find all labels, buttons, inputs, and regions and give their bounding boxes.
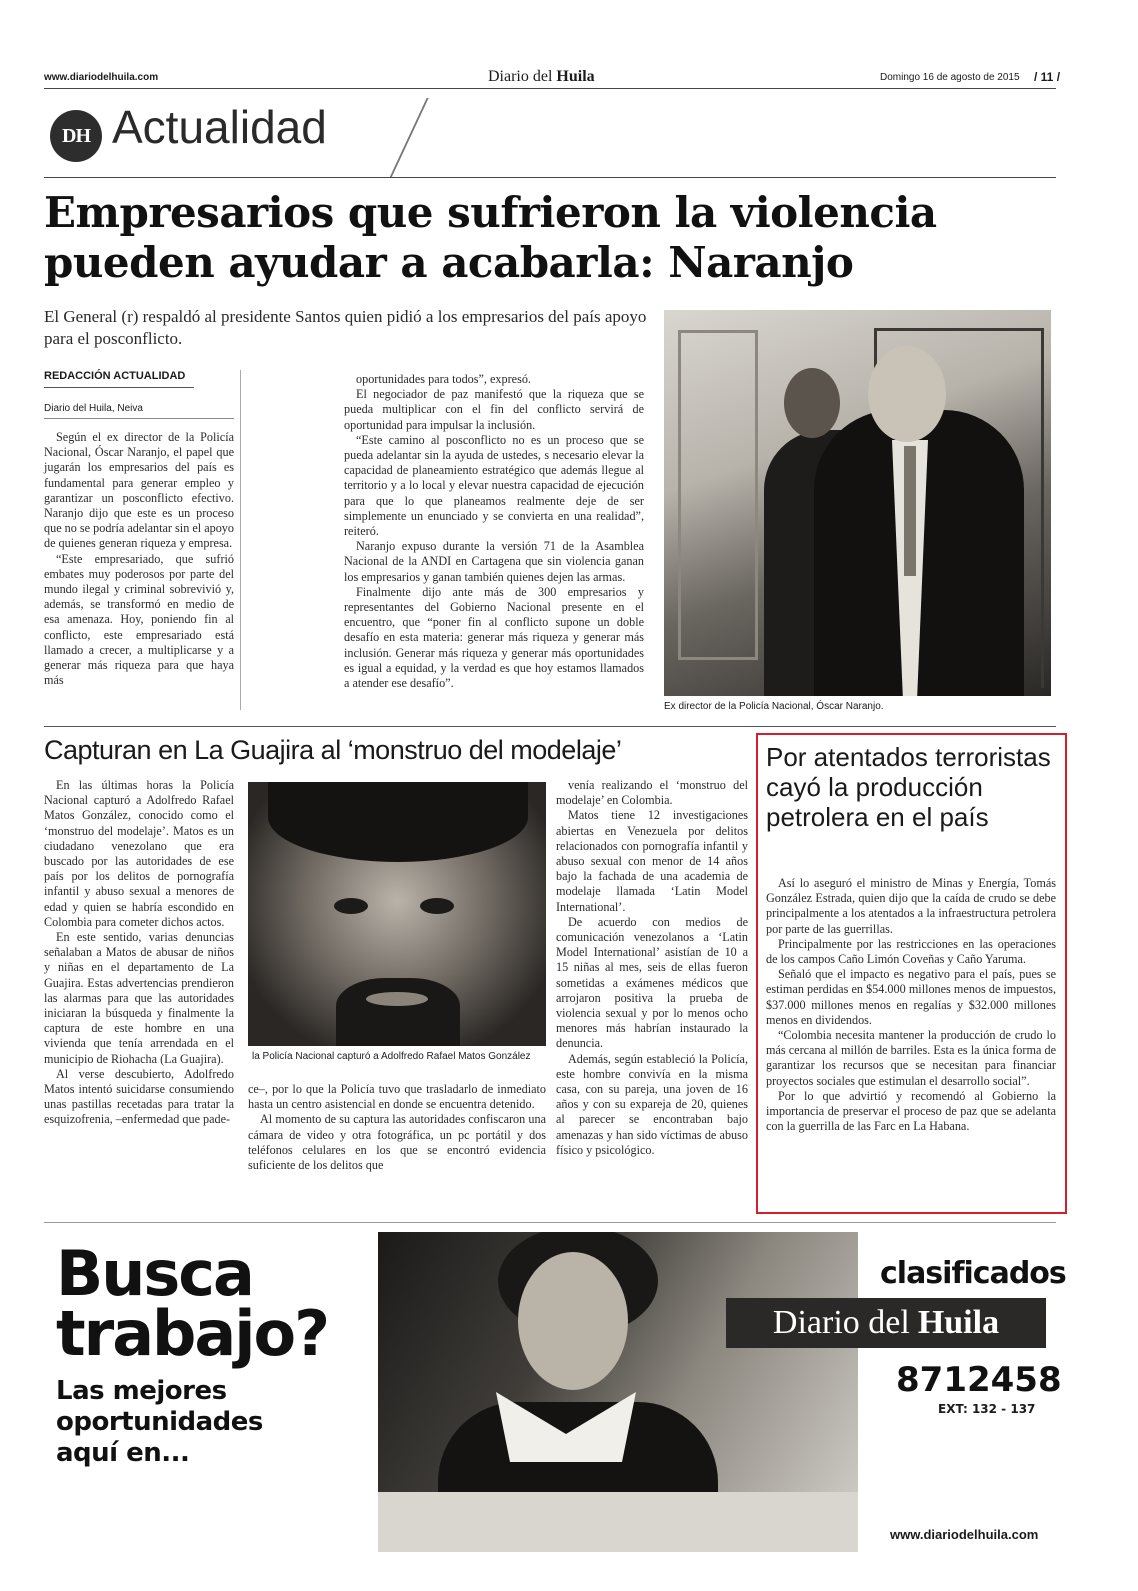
paragraph: Además, según estableció la Policía, este hombre convivía en la misma casa, con su pareja, una joven de 16 años y con su expareja de 20, quienes al parecer se encontraban bajo amenazas y han sido víctimas de abuso físico y psicológico. <box>556 1051 748 1157</box>
dh-logo-icon: DH <box>50 110 102 162</box>
site-url[interactable]: www.diariodelhuila.com <box>44 72 159 83</box>
paragraph: Principalmente por las restricciones en las operaciones de los campos Caño Limón Coveñas y Caño Yaruma. <box>766 936 1056 967</box>
ad-desk <box>378 1492 858 1552</box>
ad-url-link[interactable]: www.diariodelhuila.com <box>890 1527 1039 1542</box>
paragraph: Al momento de su captura las autoridades confiscaron una cámara de video y otra fotográfica, un pc portátil y dos teléfonos celulares en los que se encontró evidencia suficiente de los delitos que <box>248 1112 546 1173</box>
article3-headline[interactable]: Por atentados terroristas cayó la producción petrolera en el país <box>766 742 1051 832</box>
ad-mast-part-a: Diario del <box>772 1304 910 1341</box>
section-divider <box>44 177 1056 178</box>
masthead <box>488 68 595 86</box>
paragraph: Finalmente dijo ante más de 300 empresarios y representantes del Gobierno Nacional presente en el encuentro, que “poner fin al conflicto supone un doble desafío en esta materia: generar más riqueza y generar más inclusión. Generar más riqueza y generar más oportunidades es igual a equidad, y la verdad es que hoy estamos llamados a atender ese desafío”. <box>344 584 644 691</box>
paragraph: Naranjo expuso durante la versión 71 de la Asamblea Nacional de la ANDI en Cartagena que sin violencia ganan los empresarios y ganan también quienes dejen las armas. <box>344 539 644 584</box>
byline-divider <box>44 387 194 388</box>
suspect-right-eye <box>420 898 454 914</box>
page-number: / 11 / <box>1034 70 1061 84</box>
naranjo-photo[interactable] <box>664 310 1051 696</box>
ad-phone-number[interactable]: 8712458 <box>896 1360 1062 1400</box>
paragraph: ce–, por lo que la Policía tuvo que trasladarlo de inmediato hasta un centro asistencial en donde se encuentra detenido. <box>248 1082 546 1112</box>
ad-headline[interactable] <box>56 1237 329 1370</box>
article2-headline[interactable]: Capturan en La Guajira al ‘monstruo del modelaje’ <box>44 735 622 765</box>
header-divider <box>44 88 1056 89</box>
ad-extensions: EXT: 132 - 137 <box>938 1402 1036 1416</box>
paragraph: El negociador de paz manifestó que la riqueza que se pueda multiplicar con el fin del conflicto servirá de oportunidad para impulsar la inclusión. <box>344 387 644 432</box>
section-slash-decoration <box>365 98 428 178</box>
wall-panel <box>678 330 758 660</box>
issue-date: Domingo 16 de agosto de 2015 <box>880 72 1020 83</box>
masthead-part-b: Huila <box>556 68 595 85</box>
suspect-hair <box>268 782 528 862</box>
ad-headline-line1: Busca <box>56 1237 253 1310</box>
paragraph: Así lo aseguró el ministro de Minas y Energía, Tomás González Estrada, quien dijo que la caída de crudo se debe principalmente a los atentados a la infraestructura petrolera por parte de las guerrillas. <box>766 876 1056 936</box>
paragraph: Matos tiene 12 investigaciones abiertas en Venezuela por delitos relacionados con pornografía infantil y abuso sexual con menor de 14 años bajo la fachada de una academia de modelaje llamada ‘Latin Model International’. <box>556 808 748 914</box>
ad-mast-part-b: Huila <box>917 1304 1000 1341</box>
ad-sub-line3: aquí en... <box>56 1438 190 1468</box>
article2-column-1 <box>44 778 234 1128</box>
ad-headline-line2: trabajo? <box>56 1297 329 1370</box>
naranjo-tie <box>904 446 916 576</box>
ad-photo <box>378 1232 858 1552</box>
article2-column-3 <box>556 778 748 1158</box>
article1-dateline: Diario del Huila, Neiva <box>44 403 143 414</box>
paragraph: Según el ex director de la Policía Nacional, Óscar Naranjo, el papel que jugarán los empresarios del país es fundamental para generar empleo y garantizar un posconflicto efectivo. Naranjo dijo que este es un proceso que no se podría adelantar sin el apoyo de quienes generan riqueza y empresa. <box>44 430 234 551</box>
ad-clasificados: clasificados <box>880 1256 1066 1291</box>
paragraph: “Este camino al posconflicto no es un proceso que se pueda adelantar sin la ayuda de ustedes, s necesario elevar la capacidad de planeamiento estratégico que además llegue al territorio y a lo local y elevar nuestra capacidad de ejecución para que lo que planeamos realmente deje de ser simplemente un enunciado y se convierta en una realidad”, reiteró. <box>344 432 644 539</box>
masthead-part-a: Diario del <box>488 68 553 85</box>
dateline-divider <box>44 418 234 419</box>
article1-byline: REDACCIÓN ACTUALIDAD <box>44 370 186 382</box>
paragraph: oportunidades para todos”, expresó. <box>356 372 531 386</box>
ad-subheadline <box>56 1376 263 1469</box>
article1-column-2 <box>344 372 644 691</box>
paragraph: “Este empresariado, que sufrió embates muy poderosos por parte del mundo ilegal y criminal sobrevivió y, además, se transformó en medio de esa amenaza. Hoy, poniendo fin al conflicto, este empresariado está llamado a crecer, a multiplicarse y a generar más riqueza para que haya más <box>44 551 234 688</box>
article1-deck: El General (r) respaldó al presidente Santos quien pidió a los empresarios del país apoyo para el posconflicto. <box>44 307 647 348</box>
ad-sub-line2: oportunidades <box>56 1407 263 1437</box>
paragraph: Por lo que advirtió y recomendó al Gobierno la importancia de preservar el proceso de paz que se adelanta con la guerrilla de las Farc en La Habana. <box>766 1088 1056 1134</box>
paragraph: Al verse descubierto, Adolfredo Matos intentó suicidarse consumiendo unas pastillas recetadas para tratar la esquizofrenia, –enfermedad que pade- <box>44 1066 234 1127</box>
paragraph: venía realizando el ‘monstruo del modelaje’ en Colombia. <box>556 778 748 808</box>
ad-sub-line1: Las mejores <box>56 1376 227 1406</box>
section-title: Actualidad <box>112 101 327 153</box>
ad-divider <box>44 1222 1056 1223</box>
paragraph: En este sentido, varias denuncias señalaban a Matos de abusar de niños y niñas en el departamento de La Guajira. Estas advertencias prendieron las alarmas para que las autoridades iniciaran la búsqueda y finalmente la captura de este hombre en una vivienda que tenía arrendada en el municipio de Riohacha (La Guajira). <box>44 930 234 1066</box>
suspect-beard <box>336 978 460 1046</box>
paragraph: “Colombia necesita mantener la producción de crudo lo más cercana al millón de barriles. Esta es la única forma de garantizar los recursos que se necesitan para financiar proyectos sociales que estimulan el desarrollo social”. <box>766 1028 1056 1088</box>
suspect-photo[interactable] <box>248 782 546 1046</box>
article1-headline[interactable]: Empresarios que sufrieron la violencia pueden ayudar a acabarla: Naranjo <box>44 188 937 287</box>
suspect-left-eye <box>334 898 368 914</box>
photo-caption: la Policía Nacional capturó a Adolfredo Rafael Matos González <box>252 1051 531 1062</box>
bodyguard-head <box>784 368 840 438</box>
ad-face <box>518 1252 628 1390</box>
paragraph: De acuerdo con medios de comunicación venezolanos a ‘Latin Model International’ asistían de 10 a 15 niñas al mes, seis de ellas fueron sometidas a exámenes médicos que arrojaron positiva la prueba de violencia sexual y por lo menos ocho menores más habrían instaurado la denuncia. <box>556 914 748 1051</box>
column-divider <box>240 370 241 710</box>
ad-masthead <box>726 1298 1046 1348</box>
paragraph: Señaló que el impacto es negativo para el país, pues se estiman perdidas en $54.000 millones menos de impuestos, $37.000 millones menos en regalías y $32.000 millones menos en dividendos. <box>766 967 1056 1027</box>
photo-caption: Ex director de la Policía Nacional, Óscar Naranjo. <box>664 701 884 712</box>
article2-column-2 <box>248 1082 546 1173</box>
article1-column-1 <box>44 430 234 688</box>
article3-body <box>766 876 1056 1134</box>
suspect-mouth <box>366 992 428 1006</box>
naranjo-face <box>868 346 946 442</box>
article-divider <box>44 726 1056 727</box>
paragraph: En las últimas horas la Policía Nacional capturó a Adolfredo Rafael Matos González, conocido como el ‘monstruo del modelaje’. Matos es un ciudadano venezolano que era buscado por las autoridades de ese país por los delitos de pornografía infantil y abuso sexual a menores de edad y quien se habría escondido en Colombia para cometer dichos actos. <box>44 778 234 929</box>
